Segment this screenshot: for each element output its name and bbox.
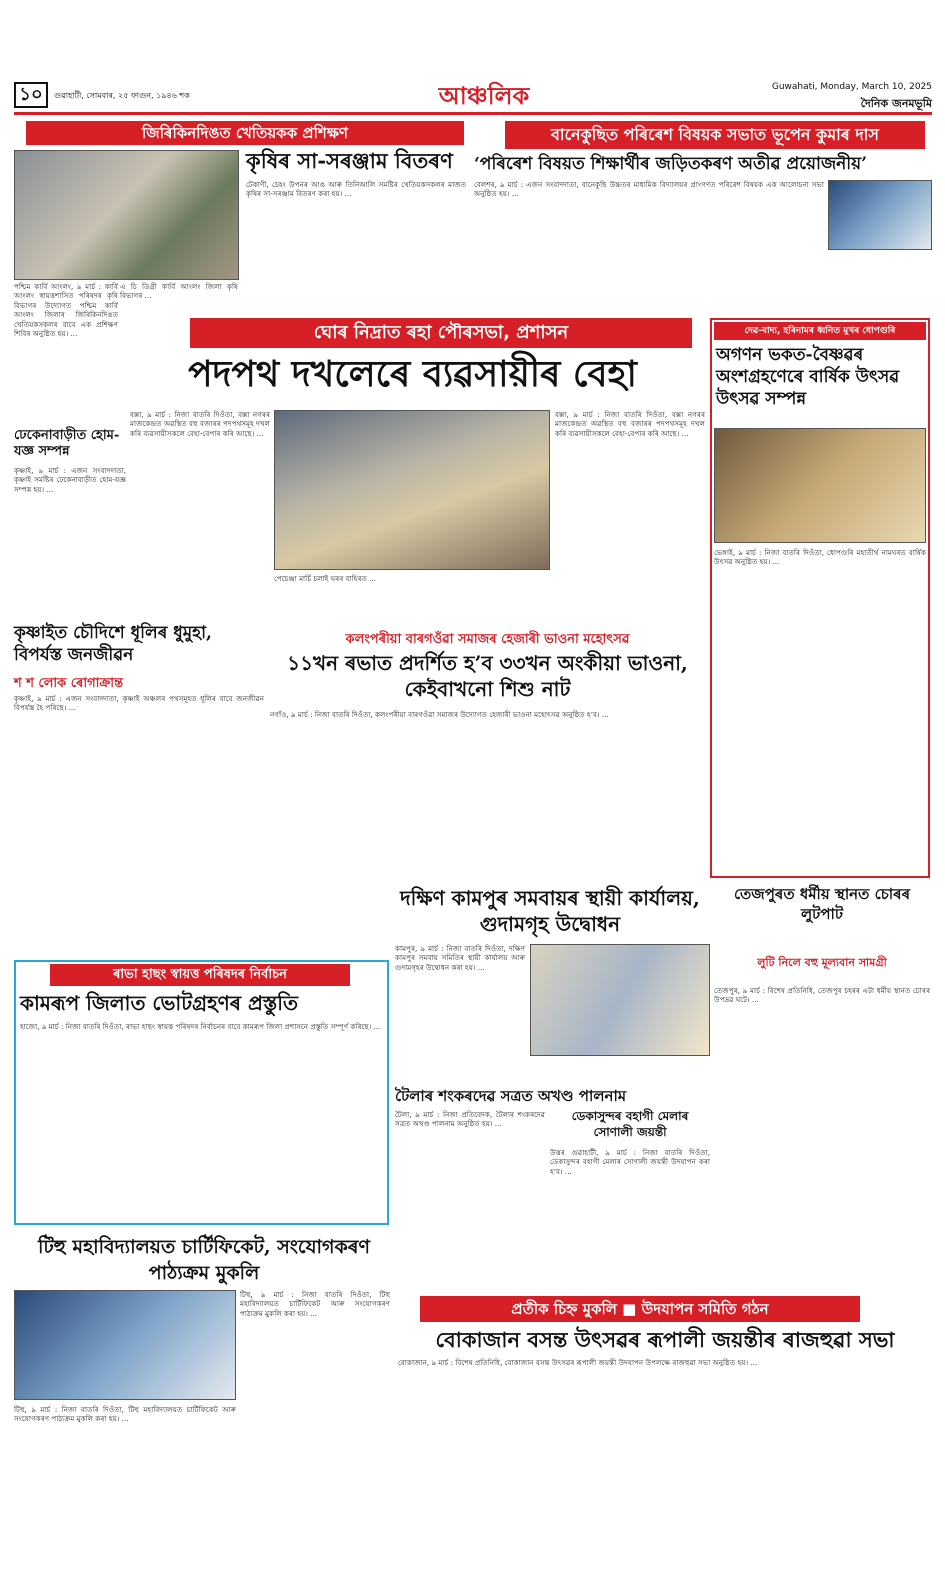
date-assamese: গুৱাহাটী, সোমবাৰ, ২৫ ফাগুন, ১৯৪৬ শক (54, 91, 190, 100)
s5-body: কৃষ্ণাই, ৯ মাৰ্চ : এজন সংবাদদাতা, কৃষ্ণাই সমষ্টিৰ ঢেকেনাবাড়ীত হোম-যজ্ঞ সম্পন্ন হয়। ... (14, 466, 126, 494)
s1-caption: এ চি ডিগ্ৰী কাৰ্বি আংলং জিলা কৃষি বিভাগৰ ... (120, 282, 238, 301)
s13-body-left: টিহু, ৯ মাৰ্চ : নিজা বাতৰি দিওঁতা, টিহু মহাবিদ্যালয়ত চাৰ্টিফিকেট আৰু সংযোগকৰণ পাঠ্যক্ৰম মুকলি কৰা হয়। ... (14, 1405, 236, 1424)
s13-headline: টিহু মহাবিদ্যালয়ত চাৰ্টিফিকেট, সংযোগকৰণ পাঠ্যক্ৰম মুকলি (38, 1236, 370, 1284)
s12-headline: ডেকাসুন্দৰ বহাগী মেলাৰ সোণালী জয়ন্তী (571, 1109, 689, 1139)
s8-headline: কামৰূপ জিলাত ভোটগ্ৰহণৰ প্ৰস্তুতি (20, 991, 298, 1015)
masthead (14, 82, 932, 110)
date-english: Guwahati, Monday, March 10, 2025 (771, 82, 932, 92)
s2-body: বেলশৰ, ৯ মাৰ্চ : এজন সংবাদদাতা, বানেকুছি উচ্চতৰ মাধ্যমিক বিদ্যালয়ৰ প্ৰাংগণত পৰিৰেশ বিষয়ক এক আলোচনা সভা অনুষ্ঠিত হয়। ... (474, 180, 824, 199)
s6-body: কৃষ্ণাই, ৯ মাৰ্চ : এজন সংবাদদাতা, কৃষ্ণাই অঞ্চলৰ পথসমূহত ধূলিৰ বাবে জনজীৱন বিপৰ্যস্ত হৈ পৰিছে। ... (14, 694, 264, 713)
s9-photo (530, 944, 710, 1056)
s11-body: টৈলা, ৯ মাৰ্চ : নিজা প্ৰতিবেদক, টৈলাৰ শংকৰদেৱ সত্ৰত অখণ্ড পালনাম অনুষ্ঠিত হয়। ... (395, 1110, 545, 1129)
s7-body: নগাঁও, ৯ মাৰ্চ : নিজা বাতৰি দিওঁতা, কলংপৰীয়া বাৰগওঁৱা সমাজৰ উদ্যোগত হেজাৰী ভাওনা মহোৎসৱ অনুষ্ঠিত হ’ব। ... (270, 710, 609, 719)
s10-body: তেজপুৰ, ৯ মাৰ্চ : বিশেষ প্ৰতিনিধি, তেজপুৰ চহৰৰ এটা ধৰ্মীয় স্থানত চোৰৰ উপদ্ৰৱ ঘটে। ... (714, 986, 930, 1005)
section-title: আঞ্চলিক (438, 82, 530, 110)
s9-body: কামপুৰ, ৯ মাৰ্চ : নিজা বাতৰি দিওঁতা, দক্ষিণ কামপুৰ সমবায় সমিতিৰ স্থায়ী কাৰ্যালয় আৰু গুদামগৃহৰ উদ্বোধন কৰা হয়। ... (395, 944, 525, 972)
s2-headline: ‘পৰিৰেশ বিষয়ত শিক্ষাৰ্থীৰ জড়িতকৰণ অতীৱ প্ৰয়োজনীয়’ (474, 154, 868, 174)
s8-body: হাজো, ৯ মাৰ্চ : নিজা বাতৰি দিওঁতা, ৰাভা হাছং স্বায়ত্ত পৰিষদৰ নিৰ্বাচনৰ বাবে কামৰূপ জিলা প্ৰশাসনে প্ৰস্তুতি সম্পূৰ্ণ কৰিছে। ... (20, 1022, 381, 1031)
s4-headline: অগণন ভকত-বৈষ্ণৱৰ অংশগ্ৰহণেৰে বাৰ্ষিক উৎসৱ উৎসৱ সম্পন্ন (716, 345, 900, 409)
s2-photo (828, 180, 932, 250)
s1-photo (14, 150, 239, 280)
masthead-rule (14, 112, 932, 115)
s3-body: বক্সা, ৯ মাৰ্চ : নিজা বাতৰি দিওঁতা, বক্সা নগৰৰ মাজকেন্দ্ৰত অৱস্থিত বহু বজাৰৰ পদপথসমূহ দখল কৰি ব্যৱসায়ীসকলে বেহা-বেপাৰ কৰি আছে। ... (130, 410, 270, 438)
s14-body: বোকাজান, ৯ মাৰ্চ : বিশেষ প্ৰতিনিধি, বোকাজান বসন্ত উৎসৱৰ ৰূপালী জয়ন্তী উদযাপন উপলক্ষে ৰাজহুৱা সভা অনুষ্ঠিত হয়। ... (398, 1358, 758, 1367)
s4-body: ভেঙ্গাই, ৯ মাৰ্চ : নিজা বাতৰি দিওঁতা, ধোপগুৰি মহাতীৰ্থ নামঘৰত বাৰ্ষিক উৎসৱ অনুষ্ঠিত হয়। ... (714, 548, 926, 567)
s3-photo (274, 410, 550, 570)
s13-photo (14, 1290, 236, 1400)
s3-banner: ঘোৰ নিদ্ৰাত ৰহা পৌৰসভা, প্ৰশাসন (190, 318, 692, 348)
s3-caption: পেচেঞ্জা মাৰ্চি চলাই ঘৰৰ বাহিৰত ... (274, 574, 377, 583)
s5-headline: ঢেকেনাবাড়ীত হোম-যজ্ঞ সম্পন্ন (14, 428, 120, 459)
s7-banner: কলংপৰীয়া বাৰগওঁৱা সমাজৰ হেজাৰী ভাওনা মহোৎসৱ (345, 632, 630, 647)
s1-headline: কৃষিৰ সা-সৰঞ্জাম বিতৰণ (246, 148, 453, 173)
s10-headline: তেজপুৰত ধৰ্মীয় স্থানত চোৰৰ লুটপাট (733, 885, 911, 923)
s8-banner: ৰাভা হাছং স্বায়ত্ত পৰিষদৰ নিৰ্বাচন (50, 964, 350, 986)
s2-banner: বানেকুছিত পৰিৰেশ বিষয়ক সভাত ভূপেন কুমাৰ দাস (505, 121, 925, 149)
s10-sub: লুটি নিলে বহু মূল্যবান সামগ্ৰী (757, 956, 887, 969)
s9-headline: দক্ষিণ কামপুৰ সমবায়ৰ স্থায়ী কাৰ্যালয়, গুদামগৃহ উদ্বোধন (400, 886, 700, 936)
s3-headline: পদপথ দখলেৰে ব্যৱসায়ীৰ বেহা (188, 353, 637, 395)
s6-sub: শ শ লোক ৰোগাক্ৰান্ত (14, 676, 124, 691)
s1-body2: টেকাণী, চেহং উপনৰ আঙ আৰু তিনিআলি সমষ্টিৰ খেতিয়কসকলৰ মাজত কৃষিৰ সা-সৰঞ্জাম বিতৰণ কৰা হয়। ... (246, 180, 466, 199)
s3-body-right: বক্সা, ৯ মাৰ্চ : নিজা বাতৰি দিওঁতা, বক্সা নগৰৰ মাজকেন্দ্ৰত অৱস্থিত বহু বজাৰৰ পদপথসমূহ দখল কৰি ব্যৱসায়ীসকলে বেহা-বেপাৰ কৰি আছে। ... (555, 410, 705, 438)
s11-headline: টৈলাৰ শংকৰদেৱ সত্ৰত অখণ্ড পালনাম (395, 1087, 627, 1105)
s7-headline: ১১খন ৰভাত প্ৰদৰ্শিত হ’ব ৩৩খন অংকীয়া ভাওনা, কেইবাখনো শিশু নাট (287, 651, 688, 701)
s6-headline: কৃষ্ণাইত চৌদিশে ধূলিৰ ধুমুহা, বিপৰ্যস্ত জনজীৱন (14, 623, 212, 665)
s1-banner: জিৰিকিনদিঙত খেতিয়কক প্ৰশিক্ষণ (26, 121, 464, 145)
s4-tag: দেৱ-বাদ্য, হৰিনামৰ ধ্বনিত মুখৰ ধোপগুৰি (714, 322, 926, 340)
page-number: ১০ (14, 82, 48, 108)
s13-body: টিহু, ৯ মাৰ্চ : নিজা বাতৰি দিওঁতা, টিহু মহাবিদ্যালয়ত চাৰ্টিফিকেট আৰু সংযোগকৰণ পাঠ্যক্ৰম মুকলি কৰা হয়। ... (240, 1290, 390, 1318)
s12-body: উত্তৰ গুৱাহাটী, ৯ মাৰ্চ : নিজা বাতৰি দিওঁতা, ডেকাসুন্দৰ বহাগী মেলাৰ সোণালী জয়ন্তী উদযাপন কৰা হ’ব। ... (550, 1148, 710, 1176)
s14-headline: বোকাজান বসন্ত উৎসৱৰ ৰূপালী জয়ন্তীৰ ৰাজহুৱা সভা (435, 1327, 895, 1352)
s4-photo (714, 428, 926, 543)
paper-name: দৈনিক জনমভূমি (860, 97, 932, 110)
s14-banner: প্ৰতীক চিহ্ন মুকলি ■ উদযাপন সমিতি গঠন (420, 1296, 860, 1322)
s1-body: পশ্চিম কাৰ্বি আংলং, ৯ মাৰ্চ : কাৰ্বি আংলং স্বায়ত্তশাসিত পৰিষদৰ কৃষি বিভাগৰ উদ্যোগত পশ্চিম কাৰ্বি আংলং জিলাৰ জিৰিকিনদিঙত খেতিয়কসকলৰ বাবে এক প্ৰশিক্ষণ শিবিৰ অনুষ্ঠিত হয়। ... (14, 282, 118, 339)
